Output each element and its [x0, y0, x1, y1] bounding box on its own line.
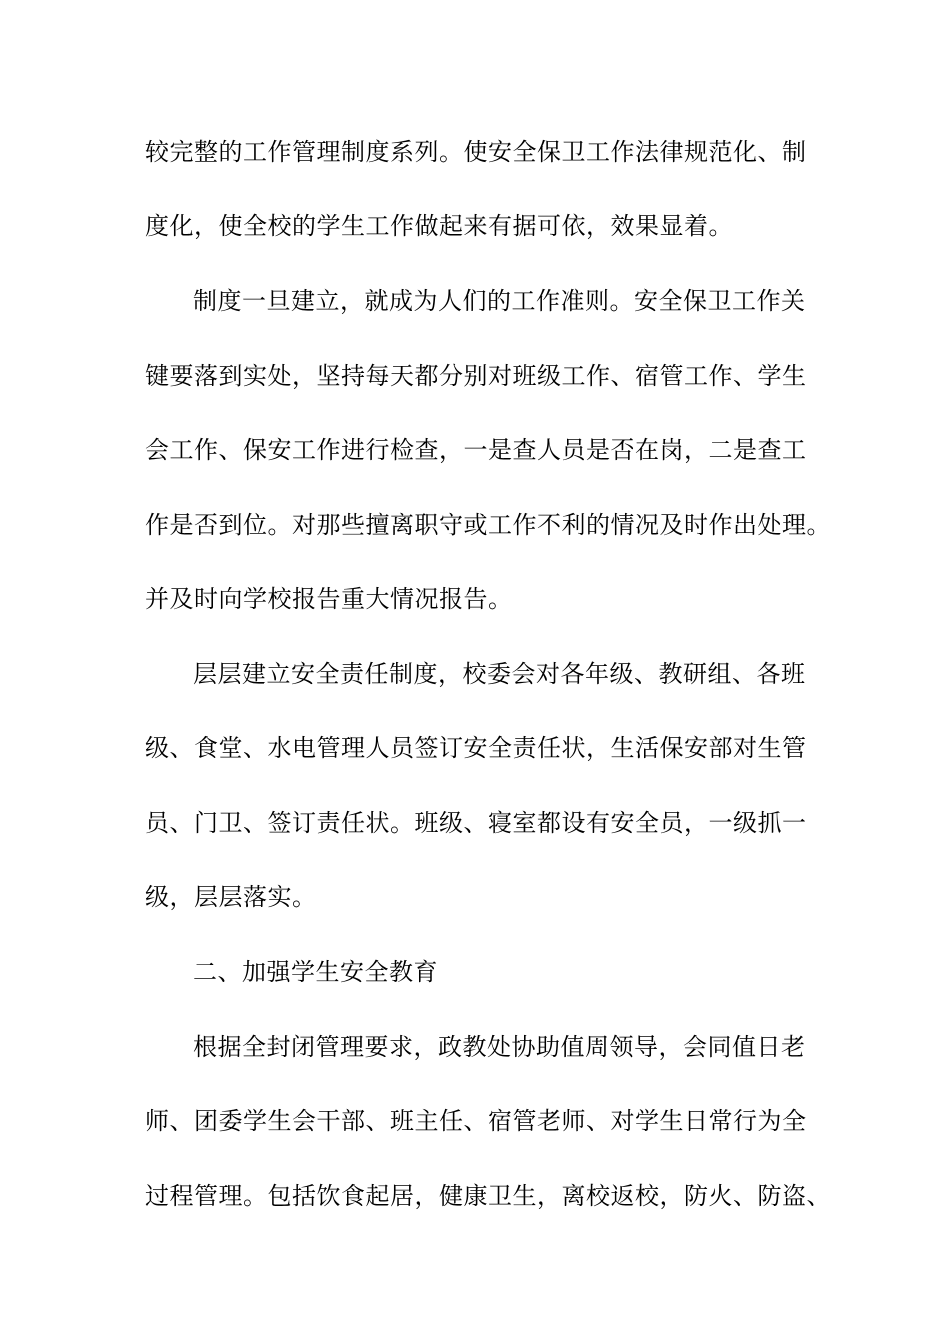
text-line-15: 过程管理。包括饮食起居，健康卫生，离校返校，防火、防盗、: [145, 1182, 831, 1210]
text-line-4: 键要落到实处，坚持每天都分别对班级工作、宿管工作、学生: [145, 362, 807, 390]
text-line-6: 作是否到位。对那些擅离职守或工作不利的情况及时作出处理。: [145, 511, 831, 539]
text-line-7: 并及时向学校报告重大情况报告。: [145, 585, 513, 613]
text-line-1: 较完整的工作管理制度系列。使安全保卫工作法律规范化、制: [145, 138, 807, 166]
text-line-5: 会工作、保安工作进行检查，一是查人员是否在岗，二是查工: [145, 436, 807, 464]
text-line-2: 度化，使全校的学生工作做起来有据可依，效果显着。: [145, 212, 733, 240]
paragraph-2-line-1: 制度一旦建立，就成为人们的工作准则。安全保卫工作关: [193, 287, 806, 315]
text-line-14: 师、团委学生会干部、班主任、宿管老师、对学生日常行为全: [145, 1107, 807, 1135]
section-heading: 二、加强学生安全教育: [193, 958, 438, 986]
text-line-10: 员、门卫、签订责任状。班级、寝室都设有安全员，一级抓一: [145, 809, 807, 837]
paragraph-3-line-1: 层层建立安全责任制度，校委会对各年级、教研组、各班: [193, 660, 806, 688]
text-line-9: 级、食堂、水电管理人员签订安全责任状，生活保安部对生管: [145, 734, 807, 762]
paragraph-4-line-1: 根据全封闭管理要求，政教处协助值周领导，会同值日老: [193, 1033, 806, 1061]
text-line-11: 级，层层落实。: [145, 883, 317, 911]
